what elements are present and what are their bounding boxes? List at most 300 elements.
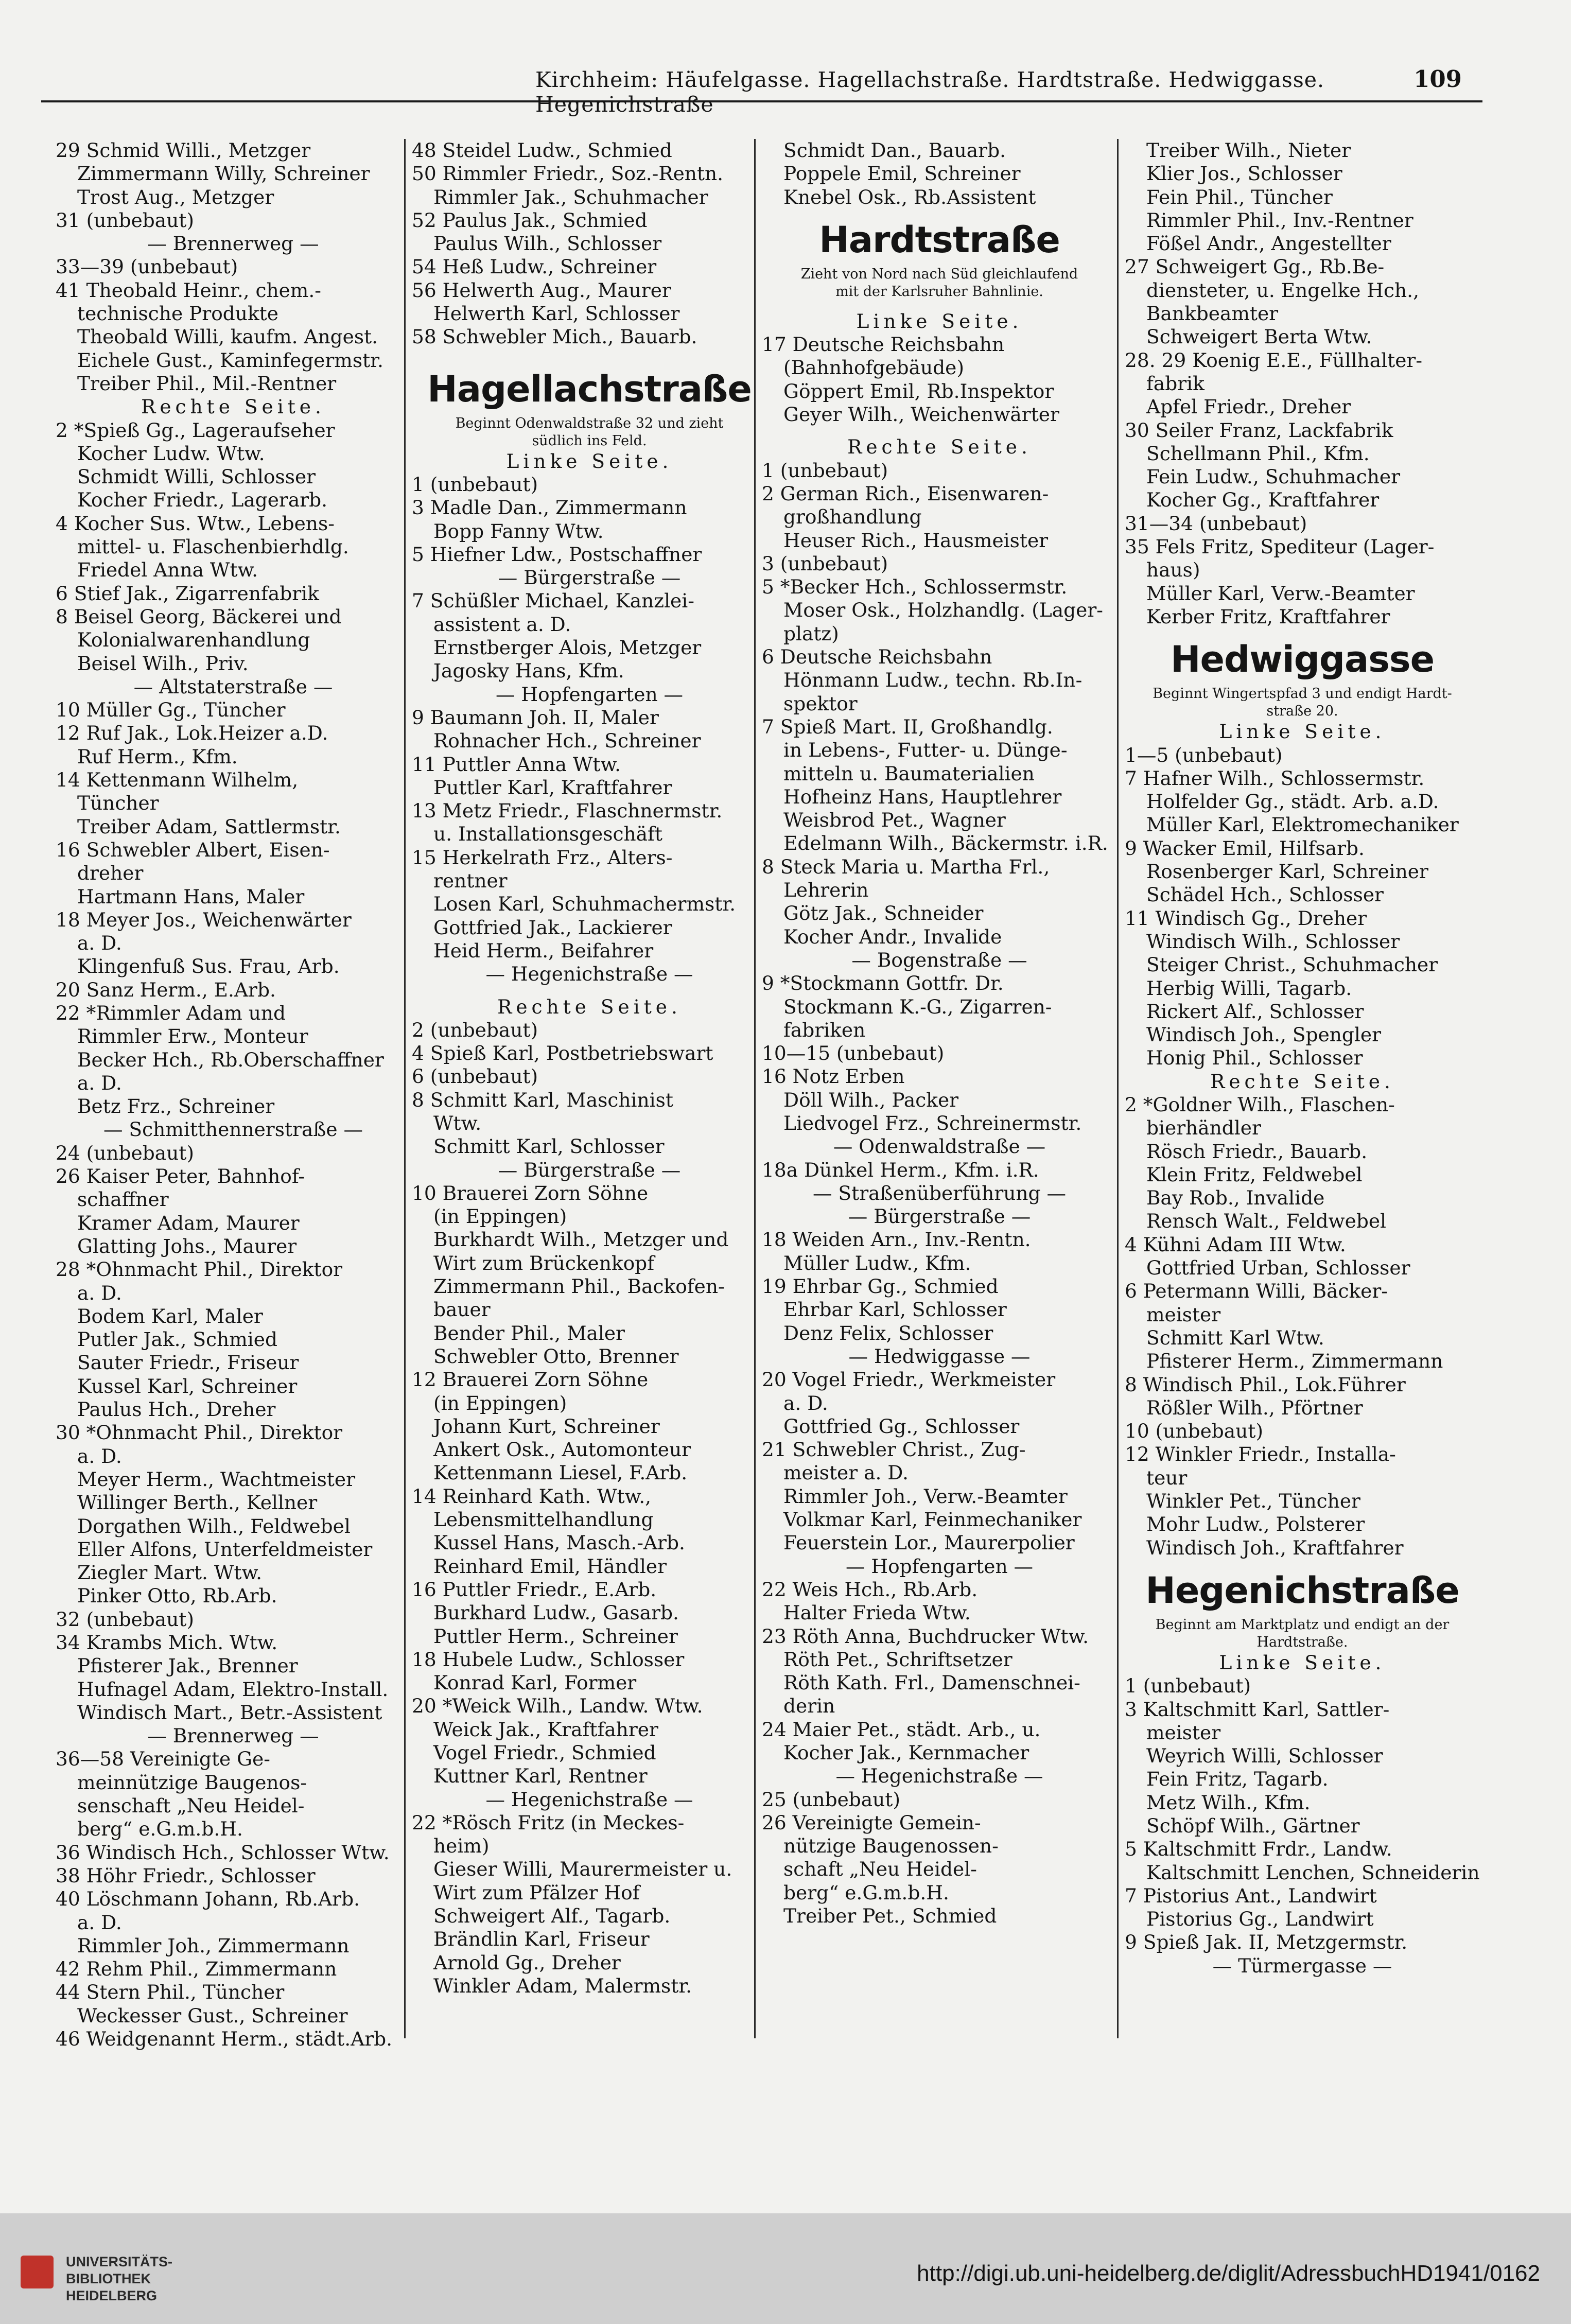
street-note: straße 20.	[1266, 703, 1338, 720]
cross-street: — Hedwiggasse —	[848, 1344, 1031, 1368]
address-entry: Halter Frieda Wtw.	[783, 1601, 971, 1624]
address-entry: 29 Schmid Willi., Metzger	[56, 139, 311, 162]
address-entry: 9 Wacker Emil, Hilfsarb.	[1125, 836, 1365, 860]
address-entry: 46 Weidgenannt Herm., städt.Arb.	[56, 2028, 393, 2051]
address-entry: berg“ e.G.m.b.H.	[783, 1881, 949, 1904]
address-entry: 8 Steck Maria u. Martha Frl.,	[762, 855, 1050, 878]
address-entry: 8 Windisch Phil., Lok.Führer	[1125, 1373, 1406, 1396]
address-entry: Rimmler Erw., Monteur	[77, 1025, 308, 1048]
address-entry: Götz Jak., Schneider	[783, 902, 984, 925]
address-entry: 22 Weis Hch., Rb.Arb.	[762, 1578, 978, 1601]
address-entry: a. D.	[77, 1281, 122, 1304]
address-entry: Döll Wilh., Packer	[783, 1088, 959, 1111]
address-entry: Windisch Joh., Kraftfahrer	[1146, 1536, 1404, 1559]
cross-street: — Brennerweg —	[147, 1724, 319, 1748]
address-entry: 5 Kaltschmitt Frdr., Landw.	[1125, 1838, 1392, 1861]
cross-street: — Odenwaldstraße —	[833, 1135, 1046, 1158]
street-heading: Hegenichstraße	[1145, 1569, 1459, 1612]
address-entry: 28. 29 Koenig E.E., Füllhalter-	[1125, 348, 1422, 372]
cross-street: — Schmitthennerstraße —	[103, 1118, 363, 1141]
address-entry: Gieser Willi, Maurermeister u.	[433, 1858, 732, 1881]
address-entry: Dorgathen Wilh., Feldwebel	[77, 1514, 351, 1537]
address-entry: Fößel Andr., Angestellter	[1146, 232, 1391, 255]
address-entry: a. D.	[77, 1444, 122, 1467]
address-entry: Fein Fritz, Tagarb.	[1146, 1768, 1329, 1791]
address-entry: meister	[1146, 1721, 1221, 1744]
address-entry: Knebel Osk., Rb.Assistent	[783, 185, 1036, 208]
address-entry: 27 Schweigert Gg., Rb.Be-	[1125, 255, 1385, 278]
address-entry: 12 Ruf Jak., Lok.Heizer a.D.	[56, 722, 328, 745]
address-entry: Kocher Friedr., Lagerarb.	[77, 488, 328, 512]
library-name-line: UNIVERSITÄTS-	[66, 2254, 173, 2269]
street-heading: Hardtstraße	[819, 218, 1060, 261]
address-entry: 9 Spieß Jak. II, Metzgermstr.	[1125, 1931, 1408, 1954]
address-entry: Gottfried Urban, Schlosser	[1146, 1256, 1410, 1280]
address-entry: Meyer Herm., Wachtmeister	[77, 1467, 355, 1491]
cross-street: — Bürgerstraße —	[848, 1205, 1031, 1228]
spacer	[412, 349, 767, 358]
address-entry: 30 Seiler Franz, Lackfabrik	[1125, 418, 1393, 442]
address-entry: Windisch Wilh., Schlosser	[1146, 930, 1400, 953]
address-entry: Puttler Herm., Schreiner	[433, 1624, 678, 1648]
address-entry: Weyrich Willi, Schlosser	[1146, 1744, 1383, 1768]
address-entry: 3 Kaltschmitt Karl, Sattler-	[1125, 1698, 1390, 1721]
library-logo-icon	[21, 2256, 54, 2288]
address-entry: spektor	[783, 692, 858, 715]
address-entry: Müller Ludw., Kfm.	[783, 1251, 971, 1274]
address-entry: Paulus Hch., Dreher	[77, 1398, 276, 1421]
address-entry: Steiger Christ., Schuhmacher	[1146, 953, 1438, 976]
address-entry: 2 *Spieß Gg., Lageraufseher	[56, 418, 335, 442]
cross-street: — Hegenichstraße —	[835, 1764, 1043, 1788]
address-entry: Arnold Gg., Dreher	[433, 1951, 621, 1974]
address-entry: Theobald Willi, kaufm. Angest.	[77, 325, 378, 348]
address-entry: 10—15 (unbebaut)	[762, 1042, 945, 1065]
address-entry: Hufnagel Adam, Elektro-Install.	[77, 1678, 389, 1701]
address-entry: derin	[783, 1694, 835, 1718]
address-entry: 24 (unbebaut)	[56, 1141, 194, 1164]
address-entry: Denz Felix, Schlosser	[783, 1321, 993, 1344]
address-entry: mittel- u. Flaschenbierhdlg.	[77, 535, 349, 558]
address-entry: fabriken	[783, 1018, 866, 1041]
address-entry: Rimmler Joh., Verw.-Beamter	[783, 1484, 1068, 1508]
address-entry: Klingenfuß Sus. Frau, Arb.	[77, 955, 340, 978]
address-entry: 22 *Rösch Fritz (in Meckes-	[412, 1811, 685, 1834]
address-entry: Schmitt Karl Wtw.	[1146, 1326, 1324, 1349]
cross-street: — Bürgerstraße —	[498, 566, 681, 589]
address-entry: Betz Frz., Schreiner	[77, 1095, 275, 1118]
address-entry: 23 Röth Anna, Buchdrucker Wtw.	[762, 1624, 1089, 1648]
address-entry: 19 Ehrbar Gg., Schmied	[762, 1275, 999, 1298]
address-entry: Windisch Mart., Betr.-Assistent	[77, 1701, 382, 1724]
address-entry: Honig Phil., Schlosser	[1146, 1046, 1363, 1070]
address-entry: Ziegler Mart. Wtw.	[77, 1561, 263, 1584]
source-url-link[interactable]: http://digi.ub.uni-heidelberg.de/diglit/AdressbuchHD1941/0162	[917, 2261, 1540, 2286]
address-entry: in Lebens-, Futter- u. Dünge-	[783, 739, 1068, 762]
address-entry: Brändlin Karl, Friseur	[433, 1928, 650, 1951]
address-entry: diensteter, u. Engelke Hch.,	[1146, 278, 1419, 302]
address-entry: Windisch Joh., Spengler	[1146, 1023, 1382, 1046]
address-entry: Treiber Adam, Sattlermstr.	[77, 815, 341, 838]
address-entry: 16 Notz Erben	[762, 1065, 905, 1088]
address-entry: Tüncher	[77, 792, 159, 815]
address-entry: Kocher Andr., Invalide	[783, 925, 1002, 948]
address-entry: 2 (unbebaut)	[412, 1018, 538, 1041]
address-entry: nützige Baugenossen-	[783, 1834, 999, 1858]
address-entry: Röth Pet., Schriftsetzer	[783, 1648, 1013, 1671]
address-entry: 36 Windisch Hch., Schlosser Wtw.	[56, 1841, 390, 1864]
address-entry: Rohnacher Hch., Schreiner	[433, 729, 701, 753]
column-rule	[1117, 139, 1119, 2038]
address-entry: Kocher Ludw. Wtw.	[77, 442, 265, 465]
address-entry: Bankbeamter	[1146, 302, 1279, 325]
address-entry: Kaltschmitt Lenchen, Schneiderin	[1146, 1861, 1480, 1884]
address-entry: Johann Kurt, Schreiner	[433, 1414, 660, 1438]
address-entry: Metz Wilh., Kfm.	[1146, 1791, 1311, 1814]
address-entry: 42 Rehm Phil., Zimmermann	[56, 1958, 337, 1981]
address-entry: Rösch Friedr., Bauarb.	[1146, 1140, 1368, 1163]
cross-street: — Bogenstraße —	[851, 948, 1027, 971]
address-entry: Rosenberger Karl, Schreiner	[1146, 860, 1428, 883]
address-entry: berg“ e.G.m.b.H.	[77, 1818, 243, 1841]
address-entry: Geyer Wilh., Weichenwärter	[783, 403, 1059, 426]
address-entry: Winkler Pet., Tüncher	[1146, 1490, 1360, 1513]
address-entry: Bay Rob., Invalide	[1146, 1186, 1325, 1210]
address-entry: 31 (unbebaut)	[56, 208, 194, 232]
address-entry: Weckesser Gust., Schreiner	[77, 2004, 348, 2027]
address-entry: Helwerth Karl, Schlosser	[433, 302, 680, 325]
address-entry: Kuttner Karl, Rentner	[433, 1764, 648, 1788]
address-entry: Lehrerin	[783, 879, 869, 902]
address-entry: Bodem Karl, Maler	[77, 1304, 263, 1327]
address-entry: 52 Paulus Jak., Schmied	[412, 208, 648, 232]
cross-street: — Brennerweg —	[147, 232, 319, 255]
address-entry: 9 Baumann Joh. II, Maler	[412, 706, 659, 729]
address-entry: 48 Steidel Ludw., Schmied	[412, 139, 672, 162]
address-entry: Klein Fritz, Feldwebel	[1146, 1163, 1363, 1186]
address-entry: Schmidt Dan., Bauarb.	[783, 139, 1006, 162]
side-heading: Rechte Seite.	[497, 995, 682, 1018]
address-entry: Treiber Phil., Mil.-Rentner	[77, 372, 337, 395]
address-entry: großhandlung	[783, 505, 922, 529]
address-entry: Puttler Karl, Kraftfahrer	[433, 776, 672, 799]
address-entry: 32 (unbebaut)	[56, 1607, 194, 1631]
address-entry: 10 Brauerei Zorn Söhne	[412, 1181, 649, 1204]
address-entry: 6 Petermann Willi, Bäcker-	[1125, 1280, 1388, 1303]
address-entry: 30 *Ohnmacht Phil., Direktor	[56, 1421, 343, 1444]
address-entry: Mohr Ludw., Polsterer	[1146, 1513, 1365, 1536]
address-entry: Heuser Rich., Hausmeister	[783, 529, 1049, 552]
address-entry: a. D.	[77, 1071, 122, 1094]
address-entry: 7 Schüßler Michael, Kanzlei-	[412, 589, 694, 613]
address-entry: 16 Schwebler Albert, Eisen-	[56, 838, 330, 861]
spacer	[762, 301, 1117, 310]
address-entry: Göppert Emil, Rb.Inspektor	[783, 379, 1054, 403]
street-note: Beginnt am Marktplatz und endigt an der	[1155, 1616, 1450, 1633]
address-entry: Rickert Alf., Schlosser	[1146, 1000, 1364, 1023]
street-heading: Hedwiggasse	[1170, 638, 1435, 681]
address-entry: 2 German Rich., Eisenwaren-	[762, 482, 1049, 505]
cross-street: — Altstaterstraße —	[133, 675, 333, 698]
side-heading: Rechte Seite.	[1210, 1070, 1394, 1093]
address-entry: 5 Hiefner Ldw., Postschaffner	[412, 543, 702, 566]
address-entry: 5 *Becker Hch., Schlossermstr.	[762, 575, 1068, 599]
address-entry: Ehrbar Karl, Schlosser	[783, 1298, 1007, 1321]
address-entry: Schmidt Willi, Schlosser	[77, 465, 316, 488]
address-entry: Bopp Fanny Wtw.	[433, 519, 604, 543]
address-entry: 34 Krambs Mich. Wtw.	[56, 1631, 278, 1654]
address-entry: Glatting Johs., Maurer	[77, 1234, 297, 1257]
side-heading: Rechte Seite.	[141, 395, 325, 418]
address-entry: Schmitt Karl, Schlosser	[433, 1135, 665, 1158]
cross-street: — Hegenichstraße —	[485, 1788, 693, 1811]
street-note: südlich ins Feld.	[532, 432, 647, 449]
address-entry: 12 Brauerei Zorn Söhne	[412, 1368, 649, 1391]
address-entry: Willinger Berth., Kellner	[77, 1491, 318, 1514]
address-entry: Schädel Hch., Schlosser	[1146, 883, 1384, 906]
street-note: Zieht von Nord nach Süd gleichlaufend	[800, 266, 1078, 282]
address-entry: Becker Hch., Rb.Oberschaffner	[77, 1048, 384, 1071]
address-entry: Hartmann Hans, Maler	[77, 885, 305, 908]
address-entry: bauer	[433, 1298, 491, 1321]
viewer-footer	[0, 2213, 1571, 2324]
address-entry: 26 Vereinigte Gemein-	[762, 1811, 981, 1834]
address-entry: 18a Dünkel Herm., Kfm. i.R.	[762, 1158, 1039, 1181]
address-entry: Poppele Emil, Schreiner	[783, 162, 1021, 185]
address-entry: Liedvogel Frz., Schreinermstr.	[783, 1111, 1082, 1134]
page-number: 109	[1413, 65, 1462, 93]
address-entry: 7 Hafner Wilh., Schlossermstr.	[1125, 766, 1425, 790]
address-entry: technische Produkte	[77, 302, 278, 325]
address-entry: Kolonialwarenhandlung	[77, 628, 310, 652]
address-entry: Burkhard Ludw., Gasarb.	[433, 1601, 679, 1624]
address-entry: 1—5 (unbebaut)	[1125, 743, 1283, 766]
address-entry: Ruf Herm., Kfm.	[77, 745, 238, 768]
address-entry: 4 Spieß Karl, Postbetriebswart	[412, 1042, 713, 1065]
address-entry: Ankert Osk., Automonteur	[433, 1438, 691, 1461]
address-entry: 50 Rimmler Friedr., Soz.-Rentn.	[412, 162, 724, 185]
address-entry: bierhändler	[1146, 1116, 1261, 1140]
address-entry: Kussel Hans, Masch.-Arb.	[433, 1531, 685, 1554]
address-entry: 20 *Weick Wilh., Landw. Wtw.	[412, 1694, 703, 1718]
address-entry: 11 Windisch Gg., Dreher	[1125, 906, 1367, 930]
running-header	[41, 59, 1482, 117]
cross-street: — Straßenüberführung —	[813, 1181, 1066, 1204]
address-entry: Sauter Friedr., Friseur	[77, 1351, 299, 1374]
address-entry: 33—39 (unbebaut)	[56, 255, 238, 278]
address-entry: Wirt zum Brückenkopf	[433, 1251, 655, 1274]
street-note: Beginnt Odenwaldstraße 32 und zieht	[455, 415, 724, 431]
address-entry: Beisel Wilh., Priv.	[77, 652, 249, 675]
address-entry: 4 Kocher Sus. Wtw., Lebens-	[56, 512, 335, 535]
address-entry: Gottfried Gg., Schlosser	[783, 1414, 1020, 1438]
address-entry: 58 Schwebler Mich., Bauarb.	[412, 325, 697, 348]
address-entry: 11 Puttler Anna Wtw.	[412, 753, 621, 776]
column-4	[1125, 139, 1480, 1978]
address-entry: 18 Weiden Arn., Inv.-Rentn.	[762, 1228, 1031, 1251]
address-entry: Losen Karl, Schuhmachermstr.	[433, 893, 736, 916]
address-entry: heim)	[433, 1834, 490, 1858]
address-entry: 25 (unbebaut)	[762, 1788, 900, 1811]
address-entry: 16 Puttler Friedr., E.Arb.	[412, 1578, 657, 1601]
address-entry: 6 (unbebaut)	[412, 1065, 538, 1088]
address-entry: a. D.	[77, 1911, 122, 1934]
address-entry: assistent a. D.	[433, 613, 571, 636]
address-entry: 40 Löschmann Johann, Rb.Arb.	[56, 1888, 360, 1911]
address-entry: 18 Meyer Jos., Weichenwärter	[56, 908, 352, 931]
address-entry: 13 Metz Friedr., Flaschnermstr.	[412, 799, 723, 823]
address-entry: Winkler Adam, Malermstr.	[433, 1974, 692, 1997]
address-entry: teur	[1146, 1466, 1188, 1489]
address-entry: schaffner	[77, 1188, 169, 1211]
address-entry: Rensch Walt., Feldwebel	[1146, 1210, 1387, 1233]
address-entry: Feuerstein Lor., Maurerpolier	[783, 1531, 1075, 1554]
address-entry: Schweigert Berta Wtw.	[1146, 325, 1372, 348]
address-entry: Kussel Karl, Schreiner	[77, 1374, 298, 1397]
spacer	[412, 986, 767, 995]
address-entry: 4 Kühni Adam III Wtw.	[1125, 1233, 1346, 1256]
address-entry: (in Eppingen)	[433, 1205, 567, 1228]
address-entry: 3 Madle Dan., Zimmermann	[412, 496, 687, 519]
address-entry: Holfelder Gg., städt. Arb. a.D.	[1146, 790, 1439, 813]
cross-street: — Hegenichstraße —	[485, 963, 693, 986]
cross-street: — Hopfengarten —	[495, 683, 684, 706]
address-entry: Putler Jak., Schmied	[77, 1328, 277, 1351]
address-entry: Kramer Adam, Maurer	[77, 1211, 300, 1234]
address-entry: Fein Ludw., Schuhmacher	[1146, 465, 1401, 488]
address-entry: (Bahnhofgebäude)	[783, 356, 964, 379]
address-entry: 31—34 (unbebaut)	[1125, 512, 1307, 535]
address-entry: 14 Kettenmann Wilhelm,	[56, 768, 299, 792]
address-entry: Paulus Wilh., Schlosser	[433, 232, 662, 255]
cross-street: — Türmergasse —	[1212, 1954, 1392, 1977]
address-entry: Hönmann Ludw., techn. Rb.In-	[783, 669, 1083, 692]
side-heading: Linke Seite.	[506, 449, 673, 473]
address-entry: Schellmann Phil., Kfm.	[1146, 442, 1370, 465]
address-entry: 7 Pistorius Ant., Landwirt	[1125, 1884, 1377, 1907]
column-3	[762, 139, 1117, 1928]
library-name-line: HEIDELBERG	[66, 2288, 158, 2303]
address-entry: Wirt zum Pfälzer Hof	[433, 1881, 640, 1904]
address-entry: 10 (unbebaut)	[1125, 1420, 1263, 1443]
address-entry: 20 Vogel Friedr., Werkmeister	[762, 1368, 1056, 1391]
address-entry: Kocher Gg., Kraftfahrer	[1146, 488, 1380, 512]
address-entry: Weisbrod Pet., Wagner	[783, 809, 1006, 832]
address-entry: 26 Kaiser Peter, Bahnhof-	[56, 1165, 305, 1188]
address-entry: meister a. D.	[783, 1461, 909, 1484]
address-entry: Pfisterer Herm., Zimmermann	[1146, 1350, 1443, 1373]
address-entry: rentner	[433, 869, 508, 893]
address-entry: Apfel Friedr., Dreher	[1146, 395, 1351, 418]
address-entry: Kettenmann Liesel, F.Arb.	[433, 1461, 688, 1484]
address-entry: Reinhard Emil, Händler	[433, 1554, 667, 1578]
address-entry: Treiber Pet., Schmied	[783, 1904, 997, 1928]
address-entry: platz)	[783, 622, 839, 645]
street-note: Hardtstraße.	[1256, 1634, 1348, 1650]
address-entry: 54 Heß Ludw., Schreiner	[412, 255, 657, 278]
address-entry: 1 (unbebaut)	[412, 473, 538, 496]
address-entry: Zimmermann Phil., Backofen-	[433, 1275, 725, 1298]
address-entry: Röth Kath. Frl., Damenschnei-	[783, 1671, 1080, 1694]
address-entry: 10 Müller Gg., Tüncher	[56, 698, 286, 722]
address-entry: a. D.	[783, 1391, 828, 1414]
address-entry: Friedel Anna Wtw.	[77, 558, 258, 582]
address-entry: Jagosky Hans, Kfm.	[433, 659, 624, 683]
address-entry: meinnützige Baugenos-	[77, 1771, 307, 1794]
address-entry: 17 Deutsche Reichsbahn	[762, 333, 1005, 356]
address-entry: (in Eppingen)	[433, 1391, 567, 1414]
side-heading: Linke Seite.	[1219, 1651, 1386, 1674]
cross-street: — Bürgerstraße —	[498, 1158, 681, 1181]
address-entry: Schweigert Alf., Tagarb.	[433, 1904, 671, 1928]
address-entry: Bender Phil., Maler	[433, 1321, 625, 1344]
address-entry: 6 Stief Jak., Zigarrenfabrik	[56, 582, 319, 605]
address-entry: 36—58 Vereinigte Ge-	[56, 1748, 270, 1771]
address-entry: 35 Fels Fritz, Spediteur (Lager-	[1125, 535, 1435, 558]
address-entry: 41 Theobald Heinr., chem.-	[56, 278, 321, 302]
address-entry: Moser Osk., Holzhandlg. (Lager-	[783, 599, 1103, 622]
address-entry: Rimmler Joh., Zimmermann	[77, 1934, 350, 1957]
address-entry: Schöpf Wilh., Gärtner	[1146, 1814, 1360, 1837]
address-entry: dreher	[77, 862, 144, 885]
address-entry: 18 Hubele Ludw., Schlosser	[412, 1648, 685, 1671]
address-entry: schaft „Neu Heidel-	[783, 1858, 977, 1881]
address-entry: Vogel Friedr., Schmied	[433, 1741, 656, 1764]
address-entry: 21 Schwebler Christ., Zug-	[762, 1438, 1026, 1461]
address-entry: 3 (unbebaut)	[762, 552, 888, 575]
address-entry: Müller Karl, Elektromechaniker	[1146, 813, 1459, 836]
library-name	[66, 2253, 172, 2304]
address-entry: 12 Winkler Friedr., Installa-	[1125, 1443, 1396, 1466]
address-entry: 6 Deutsche Reichsbahn	[762, 645, 992, 669]
address-entry: Heid Herm., Beifahrer	[433, 939, 654, 962]
address-entry: meister	[1146, 1303, 1221, 1326]
address-entry: Fein Phil., Tüncher	[1146, 185, 1333, 208]
address-entry: Rößler Wilh., Pförtner	[1146, 1396, 1363, 1419]
address-entry: Ernstberger Alois, Metzger	[433, 636, 702, 659]
address-entry: 44 Stern Phil., Tüncher	[56, 1981, 285, 2004]
address-entry: fabrik	[1146, 372, 1205, 395]
address-entry: 56 Helwerth Aug., Maurer	[412, 278, 671, 302]
address-entry: Zimmermann Willy, Schreiner	[77, 162, 370, 185]
address-entry: Schwebler Otto, Brenner	[433, 1344, 679, 1368]
street-note: Beginnt Wingertspfad 3 und endigt Hardt-	[1153, 686, 1452, 702]
street-heading: Hagellachstraße	[427, 368, 752, 410]
address-entry: Müller Karl, Verw.-Beamter	[1146, 582, 1415, 605]
address-entry: 7 Spieß Mart. II, Großhandlg.	[762, 715, 1053, 738]
address-entry: Burkhardt Wilh., Metzger und	[433, 1228, 729, 1251]
address-entry: Kerber Fritz, Kraftfahrer	[1146, 605, 1390, 628]
column-2	[412, 139, 767, 1998]
address-entry: 20 Sanz Herm., E.Arb.	[56, 978, 276, 1001]
address-entry: Herbig Willi, Tagarb.	[1146, 976, 1352, 1000]
address-entry: 1 (unbebaut)	[1125, 1674, 1251, 1698]
side-heading: Linke Seite.	[856, 309, 1023, 333]
address-entry: 24 Maier Pet., städt. Arb., u.	[762, 1718, 1041, 1741]
address-entry: Eichele Gust., Kaminfegermstr.	[77, 348, 383, 372]
address-entry: Wtw.	[433, 1111, 482, 1134]
address-entry: a. D.	[77, 932, 122, 955]
address-entry: u. Installationsgeschäft	[433, 823, 662, 846]
spacer	[762, 426, 1117, 435]
address-entry: 22 *Rimmler Adam und	[56, 1001, 286, 1024]
address-entry: Volkmar Karl, Feinmechaniker	[783, 1508, 1082, 1531]
address-entry: 38 Höhr Friedr., Schlosser	[56, 1864, 316, 1887]
address-entry: Rimmler Jak., Schuhmacher	[433, 185, 708, 208]
address-entry: 15 Herkelrath Frz., Alters-	[412, 846, 673, 869]
address-entry: senschaft „Neu Heidel-	[77, 1794, 305, 1818]
address-entry: 9 *Stockmann Gottfr. Dr.	[762, 972, 1004, 995]
